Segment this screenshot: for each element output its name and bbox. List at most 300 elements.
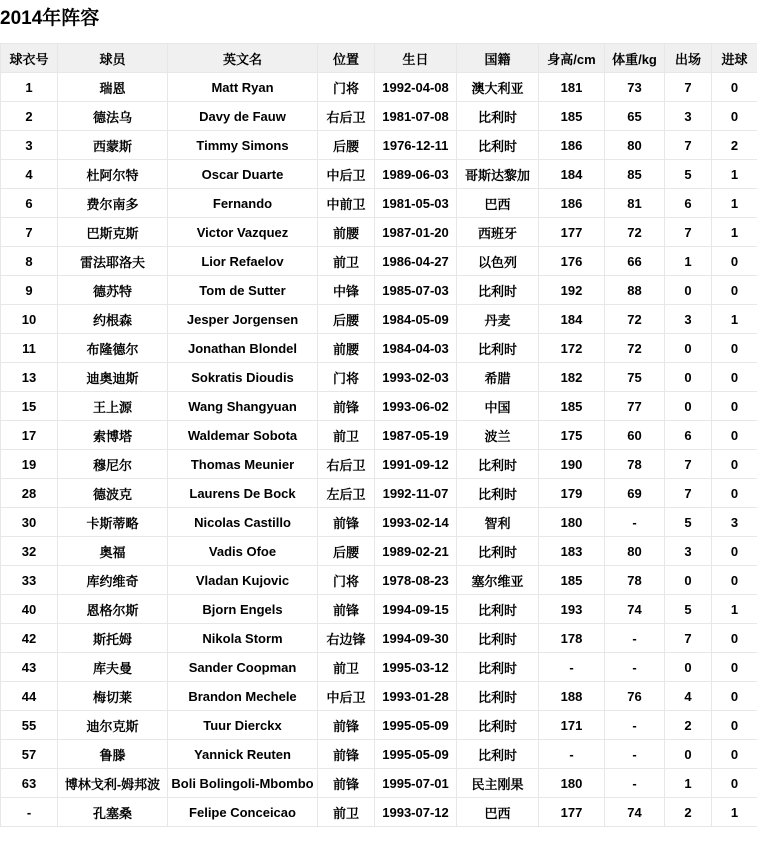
cell: Brandon Mechele xyxy=(168,682,318,711)
cell: 1993-02-14 xyxy=(375,508,457,537)
cell: 前锋 xyxy=(318,769,375,798)
cell: 布隆德尔 xyxy=(58,334,168,363)
cell: 0 xyxy=(712,363,757,392)
cell: 28 xyxy=(1,479,58,508)
cell: 66 xyxy=(605,247,665,276)
cell: Vladan Kujovic xyxy=(168,566,318,595)
cell: 1976-12-11 xyxy=(375,131,457,160)
table-row xyxy=(1,798,757,827)
cell: 9 xyxy=(1,276,58,305)
cell: 前腰 xyxy=(318,218,375,247)
cell: 0 xyxy=(712,740,757,769)
cell: 比利时 xyxy=(457,450,539,479)
table-row xyxy=(1,508,757,537)
cell: 43 xyxy=(1,653,58,682)
cell: Felipe Conceicao xyxy=(168,798,318,827)
cell: 比利时 xyxy=(457,653,539,682)
cell: 2 xyxy=(712,131,757,160)
cell: 0 xyxy=(712,566,757,595)
cell: 瑞恩 xyxy=(58,73,168,102)
cell: 81 xyxy=(605,189,665,218)
cell: 1 xyxy=(712,798,757,827)
cell: 前卫 xyxy=(318,653,375,682)
cell: 1995-05-09 xyxy=(375,711,457,740)
cell: 7 xyxy=(665,624,712,653)
table-row xyxy=(1,537,757,566)
cell: 德波克 xyxy=(58,479,168,508)
table-row xyxy=(1,624,757,653)
cell: 75 xyxy=(605,363,665,392)
cell: Nikola Storm xyxy=(168,624,318,653)
cell: Nicolas Castillo xyxy=(168,508,318,537)
cell: 0 xyxy=(665,334,712,363)
cell: 前锋 xyxy=(318,740,375,769)
cell: 19 xyxy=(1,450,58,479)
cell: 1993-06-02 xyxy=(375,392,457,421)
cell: Wang Shangyuan xyxy=(168,392,318,421)
cell: 前卫 xyxy=(318,247,375,276)
cell: 1989-02-21 xyxy=(375,537,457,566)
table-row xyxy=(1,73,757,102)
cell: Jonathan Blondel xyxy=(168,334,318,363)
column-header: 球员 xyxy=(58,44,168,73)
cell: - xyxy=(605,711,665,740)
cell: 73 xyxy=(605,73,665,102)
cell: 斯托姆 xyxy=(58,624,168,653)
column-header: 英文名 xyxy=(168,44,318,73)
column-header: 位置 xyxy=(318,44,375,73)
cell: Thomas Meunier xyxy=(168,450,318,479)
cell: - xyxy=(1,798,58,827)
cell: 1991-09-12 xyxy=(375,450,457,479)
cell: Bjorn Engels xyxy=(168,595,318,624)
cell: 1992-04-08 xyxy=(375,73,457,102)
cell: 177 xyxy=(539,218,605,247)
cell: 5 xyxy=(665,508,712,537)
cell: 177 xyxy=(539,798,605,827)
cell: 左后卫 xyxy=(318,479,375,508)
cell: 德苏特 xyxy=(58,276,168,305)
cell: 6 xyxy=(665,421,712,450)
cell: 右后卫 xyxy=(318,102,375,131)
cell: - xyxy=(605,740,665,769)
cell: 2 xyxy=(1,102,58,131)
cell: 塞尔维亚 xyxy=(457,566,539,595)
cell: 186 xyxy=(539,131,605,160)
cell: Tom de Sutter xyxy=(168,276,318,305)
cell: 0 xyxy=(712,769,757,798)
cell: 门将 xyxy=(318,73,375,102)
cell: 1989-06-03 xyxy=(375,160,457,189)
cell: 巴斯克斯 xyxy=(58,218,168,247)
cell: 0 xyxy=(712,392,757,421)
cell: 西班牙 xyxy=(457,218,539,247)
roster-table-body xyxy=(1,73,757,827)
cell: 1981-05-03 xyxy=(375,189,457,218)
cell: 80 xyxy=(605,537,665,566)
cell: 0 xyxy=(712,102,757,131)
cell: 42 xyxy=(1,624,58,653)
cell: 1 xyxy=(712,218,757,247)
cell: 比利时 xyxy=(457,624,539,653)
cell: 192 xyxy=(539,276,605,305)
cell: 0 xyxy=(665,653,712,682)
cell: 0 xyxy=(712,537,757,566)
cell: 184 xyxy=(539,160,605,189)
table-row xyxy=(1,160,757,189)
cell: 门将 xyxy=(318,363,375,392)
cell: 69 xyxy=(605,479,665,508)
cell: 1984-05-09 xyxy=(375,305,457,334)
cell: 前锋 xyxy=(318,711,375,740)
cell: Vadis Ofoe xyxy=(168,537,318,566)
cell: 175 xyxy=(539,421,605,450)
cell: 0 xyxy=(712,450,757,479)
cell: 梅切莱 xyxy=(58,682,168,711)
cell: 库约维奇 xyxy=(58,566,168,595)
cell: 7 xyxy=(665,218,712,247)
cell: Fernando xyxy=(168,189,318,218)
cell: 3 xyxy=(665,537,712,566)
cell: 7 xyxy=(665,479,712,508)
cell: 60 xyxy=(605,421,665,450)
cell: 6 xyxy=(665,189,712,218)
table-row xyxy=(1,682,757,711)
cell: 10 xyxy=(1,305,58,334)
cell: 1994-09-30 xyxy=(375,624,457,653)
cell: 5 xyxy=(665,160,712,189)
cell: 15 xyxy=(1,392,58,421)
cell: - xyxy=(539,740,605,769)
cell: 西蒙斯 xyxy=(58,131,168,160)
cell: 0 xyxy=(665,276,712,305)
cell: 0 xyxy=(665,363,712,392)
cell: 孔塞桑 xyxy=(58,798,168,827)
cell: 比利时 xyxy=(457,711,539,740)
cell: 杜阿尔特 xyxy=(58,160,168,189)
cell: 右后卫 xyxy=(318,450,375,479)
table-row xyxy=(1,392,757,421)
cell: 1 xyxy=(712,595,757,624)
cell: 卡斯蒂略 xyxy=(58,508,168,537)
cell: 11 xyxy=(1,334,58,363)
cell: Oscar Duarte xyxy=(168,160,318,189)
cell: 0 xyxy=(712,682,757,711)
cell: Davy de Fauw xyxy=(168,102,318,131)
page-title: 2014年阵容 xyxy=(0,8,100,29)
cell: 3 xyxy=(665,305,712,334)
table-row xyxy=(1,189,757,218)
cell: 库夫曼 xyxy=(58,653,168,682)
cell: 智利 xyxy=(457,508,539,537)
cell: 172 xyxy=(539,334,605,363)
cell: Victor Vazquez xyxy=(168,218,318,247)
header-row xyxy=(1,44,757,73)
cell: 0 xyxy=(712,653,757,682)
cell: 后腰 xyxy=(318,305,375,334)
cell: 1995-07-01 xyxy=(375,769,457,798)
cell: 0 xyxy=(712,276,757,305)
cell: 索博塔 xyxy=(58,421,168,450)
cell: 1987-01-20 xyxy=(375,218,457,247)
cell: 后腰 xyxy=(318,537,375,566)
cell: Lior Refaelov xyxy=(168,247,318,276)
cell: 1995-03-12 xyxy=(375,653,457,682)
cell: 2 xyxy=(665,711,712,740)
cell: 178 xyxy=(539,624,605,653)
cell: 8 xyxy=(1,247,58,276)
cell: 72 xyxy=(605,218,665,247)
cell: Jesper Jorgensen xyxy=(168,305,318,334)
cell: 澳大利亚 xyxy=(457,73,539,102)
cell: 13 xyxy=(1,363,58,392)
table-row xyxy=(1,276,757,305)
cell: - xyxy=(605,769,665,798)
cell: 比利时 xyxy=(457,537,539,566)
cell: 74 xyxy=(605,798,665,827)
cell: 1987-05-19 xyxy=(375,421,457,450)
column-header: 身高/cm xyxy=(539,44,605,73)
cell: 0 xyxy=(712,479,757,508)
cell: 5 xyxy=(665,595,712,624)
cell: 181 xyxy=(539,73,605,102)
cell: 3 xyxy=(712,508,757,537)
cell: 比利时 xyxy=(457,131,539,160)
cell: 7 xyxy=(665,450,712,479)
cell: 182 xyxy=(539,363,605,392)
cell: 74 xyxy=(605,595,665,624)
cell: 78 xyxy=(605,566,665,595)
cell: 33 xyxy=(1,566,58,595)
cell: 约根森 xyxy=(58,305,168,334)
cell: 57 xyxy=(1,740,58,769)
cell: 78 xyxy=(605,450,665,479)
cell: 0 xyxy=(665,740,712,769)
cell: 4 xyxy=(1,160,58,189)
cell: 179 xyxy=(539,479,605,508)
table-row xyxy=(1,218,757,247)
cell: 1981-07-08 xyxy=(375,102,457,131)
cell: 比利时 xyxy=(457,479,539,508)
cell: 0 xyxy=(712,247,757,276)
cell: 后腰 xyxy=(318,131,375,160)
cell: Sander Coopman xyxy=(168,653,318,682)
table-row xyxy=(1,450,757,479)
cell: 中后卫 xyxy=(318,160,375,189)
cell: 雷法耶洛夫 xyxy=(58,247,168,276)
cell: Timmy Simons xyxy=(168,131,318,160)
cell: Boli Bolingoli-Mbombo xyxy=(168,769,318,798)
cell: 4 xyxy=(665,682,712,711)
cell: 17 xyxy=(1,421,58,450)
cell: 76 xyxy=(605,682,665,711)
cell: 巴西 xyxy=(457,189,539,218)
cell: 3 xyxy=(665,102,712,131)
table-row xyxy=(1,102,757,131)
cell: Waldemar Sobota xyxy=(168,421,318,450)
column-header: 体重/kg xyxy=(605,44,665,73)
column-header: 国籍 xyxy=(457,44,539,73)
cell: 80 xyxy=(605,131,665,160)
cell: 1993-01-28 xyxy=(375,682,457,711)
table-row xyxy=(1,566,757,595)
cell: 0 xyxy=(665,566,712,595)
cell: - xyxy=(605,653,665,682)
cell: 1 xyxy=(712,160,757,189)
cell: 比利时 xyxy=(457,276,539,305)
cell: 30 xyxy=(1,508,58,537)
cell: 65 xyxy=(605,102,665,131)
cell: 博林戈利-姆邦波 xyxy=(58,769,168,798)
table-row xyxy=(1,595,757,624)
cell: 鲁滕 xyxy=(58,740,168,769)
cell: 前锋 xyxy=(318,508,375,537)
cell: 中国 xyxy=(457,392,539,421)
column-header: 进球 xyxy=(712,44,757,73)
cell: 恩格尔斯 xyxy=(58,595,168,624)
cell: 0 xyxy=(712,711,757,740)
cell: 88 xyxy=(605,276,665,305)
cell: 希腊 xyxy=(457,363,539,392)
cell: 180 xyxy=(539,769,605,798)
cell: 1986-04-27 xyxy=(375,247,457,276)
cell: 44 xyxy=(1,682,58,711)
cell: 7 xyxy=(665,73,712,102)
cell: 2 xyxy=(665,798,712,827)
cell: 180 xyxy=(539,508,605,537)
cell: 1 xyxy=(1,73,58,102)
cell: 比利时 xyxy=(457,595,539,624)
table-row xyxy=(1,653,757,682)
cell: - xyxy=(605,508,665,537)
cell: 穆尼尔 xyxy=(58,450,168,479)
cell: 哥斯达黎加 xyxy=(457,160,539,189)
cell: 1 xyxy=(665,247,712,276)
table-row xyxy=(1,305,757,334)
table-row xyxy=(1,740,757,769)
cell: 右边锋 xyxy=(318,624,375,653)
roster-table-head xyxy=(1,44,757,73)
cell: 迪奥迪斯 xyxy=(58,363,168,392)
cell: 中前卫 xyxy=(318,189,375,218)
table-row xyxy=(1,421,757,450)
cell: 1984-04-03 xyxy=(375,334,457,363)
column-header: 球衣号 xyxy=(1,44,58,73)
cell: 186 xyxy=(539,189,605,218)
table-row xyxy=(1,711,757,740)
cell: 3 xyxy=(1,131,58,160)
cell: 1993-07-12 xyxy=(375,798,457,827)
cell: 前锋 xyxy=(318,392,375,421)
cell: 190 xyxy=(539,450,605,479)
column-header: 出场 xyxy=(665,44,712,73)
table-row xyxy=(1,131,757,160)
cell: 1994-09-15 xyxy=(375,595,457,624)
cell: 费尔南多 xyxy=(58,189,168,218)
cell: 1978-08-23 xyxy=(375,566,457,595)
table-row xyxy=(1,479,757,508)
cell: Sokratis Dioudis xyxy=(168,363,318,392)
table-row xyxy=(1,334,757,363)
roster-table xyxy=(0,43,757,827)
cell: 193 xyxy=(539,595,605,624)
cell: 门将 xyxy=(318,566,375,595)
cell: 184 xyxy=(539,305,605,334)
cell: 波兰 xyxy=(457,421,539,450)
cell: 6 xyxy=(1,189,58,218)
cell: 32 xyxy=(1,537,58,566)
cell: 1 xyxy=(665,769,712,798)
cell: Matt Ryan xyxy=(168,73,318,102)
table-row xyxy=(1,247,757,276)
cell: 1985-07-03 xyxy=(375,276,457,305)
cell: - xyxy=(605,624,665,653)
cell: Laurens De Bock xyxy=(168,479,318,508)
cell: 40 xyxy=(1,595,58,624)
cell: 185 xyxy=(539,392,605,421)
cell: 72 xyxy=(605,334,665,363)
cell: 185 xyxy=(539,102,605,131)
cell: 171 xyxy=(539,711,605,740)
cell: 7 xyxy=(665,131,712,160)
cell: 0 xyxy=(665,392,712,421)
cell: 迪尔克斯 xyxy=(58,711,168,740)
cell: 民主刚果 xyxy=(457,769,539,798)
cell: 0 xyxy=(712,624,757,653)
table-row xyxy=(1,363,757,392)
cell: 0 xyxy=(712,334,757,363)
cell: 奥福 xyxy=(58,537,168,566)
cell: 1993-02-03 xyxy=(375,363,457,392)
cell: 176 xyxy=(539,247,605,276)
cell: 比利时 xyxy=(457,740,539,769)
cell: 王上源 xyxy=(58,392,168,421)
cell: 巴西 xyxy=(457,798,539,827)
cell: 63 xyxy=(1,769,58,798)
cell: 丹麦 xyxy=(457,305,539,334)
cell: 1995-05-09 xyxy=(375,740,457,769)
table-row xyxy=(1,769,757,798)
cell: 中后卫 xyxy=(318,682,375,711)
cell: 1 xyxy=(712,305,757,334)
cell: 前卫 xyxy=(318,421,375,450)
cell: 1 xyxy=(712,189,757,218)
cell: 比利时 xyxy=(457,334,539,363)
cell: - xyxy=(539,653,605,682)
cell: 前卫 xyxy=(318,798,375,827)
cell: 55 xyxy=(1,711,58,740)
cell: 0 xyxy=(712,421,757,450)
column-header: 生日 xyxy=(375,44,457,73)
cell: 183 xyxy=(539,537,605,566)
cell: 188 xyxy=(539,682,605,711)
cell: 7 xyxy=(1,218,58,247)
cell: 前腰 xyxy=(318,334,375,363)
cell: 85 xyxy=(605,160,665,189)
cell: 185 xyxy=(539,566,605,595)
cell: Yannick Reuten xyxy=(168,740,318,769)
cell: 德法乌 xyxy=(58,102,168,131)
cell: 72 xyxy=(605,305,665,334)
cell: 前锋 xyxy=(318,595,375,624)
cell: 77 xyxy=(605,392,665,421)
cell: 比利时 xyxy=(457,682,539,711)
cell: 以色列 xyxy=(457,247,539,276)
cell: Tuur Dierckx xyxy=(168,711,318,740)
cell: 比利时 xyxy=(457,102,539,131)
cell: 0 xyxy=(712,73,757,102)
cell: 1992-11-07 xyxy=(375,479,457,508)
